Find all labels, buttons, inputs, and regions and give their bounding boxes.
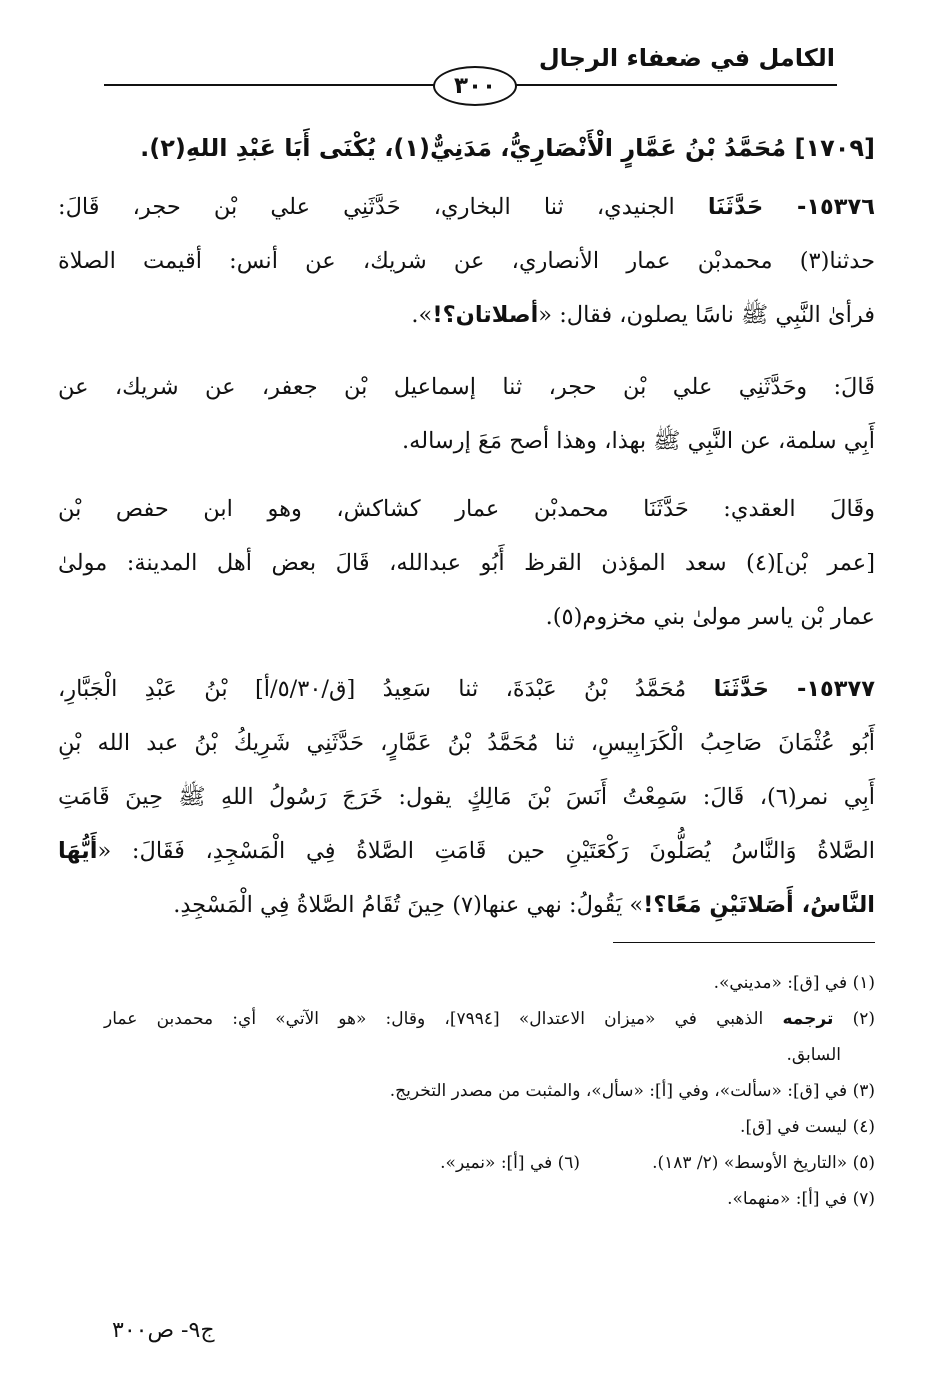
quoted-text: أَيُّهَا — [58, 838, 98, 864]
footnote-4: (٤) ليست في [ق]. — [740, 1117, 875, 1137]
paragraph-line: عمار بْن ياسر مولىٰ بني مخزوم(٥). — [545, 604, 875, 630]
page-number: ٣٠٠ — [433, 66, 517, 106]
text-span: الجنيدي، ثنا البخاري، حَدَّثَنِي علي بْن حجر، قَالَ: — [58, 194, 708, 220]
paragraph-line: أَبِي سلمة، عن النَّبِي ﷺ بهذا، وهذا أصح مَعَ إرساله. — [402, 428, 875, 454]
text-span: ». — [411, 302, 433, 328]
paragraph-line — [58, 662, 875, 716]
paragraph-line: أَبُو عُثْمَانَ صَاحِبُ الْكَرَابِيسِ، ثنا مُحَمَّدُ بْنُ عَمَّارٍ، حَدَّثَنِي شَرِيكُ بْنُ عبد الله بْنِ — [58, 730, 875, 756]
footnote-2-continuation: السابق. — [786, 1045, 841, 1065]
narration-paragraph — [58, 360, 875, 468]
paragraph-line: وقَالَ العقدي: حَدَّثَنَا محمدبْن عمار كشاكش، وهو ابن حفص بْن — [58, 496, 875, 522]
paragraph-line: أَبِي نمر(٦)، قَالَ: سَمِعْتُ أَنَسَ بْنَ مَالِكٍ يقول: خَرَجَ رَسُولُ اللهِ ﷺ حِينَ قَامَتِ — [58, 784, 876, 810]
running-header-title: الكامل في ضعفاء الرجال — [538, 44, 835, 72]
paragraph-line — [58, 824, 875, 878]
quoted-text: أصلاتان؟! — [432, 302, 539, 328]
text-span: » يَقُولُ: نهي عنها(٧) حِينَ تُقَامُ الصَّلاةُ فِي الْمَسْجِدِ. — [173, 892, 644, 918]
footnote-5: (٥) «التاريخ الأوسط» (٢/ ١٨٣). — [652, 1153, 875, 1173]
footnote-1: (١) في [ق]: «مديني». — [713, 973, 875, 993]
hadith-number: ١٥٣٧٧- حَدَّثَنَا — [713, 676, 875, 702]
footnote-6: (٦) في [أ]: «نمير». — [440, 1153, 581, 1173]
hadith-paragraph-15376 — [58, 180, 875, 342]
narration-paragraph — [58, 482, 875, 644]
entry-heading: [١٧٠٩] مُحَمَّدُ بْنُ عَمَّارٍ الْأَنْصَارِيُّ، مَدَنِيٌّ(١)، يُكْنَى أَبَا عَبْدِ اللهِ(٢). — [140, 134, 875, 162]
hadith-paragraph-15377 — [58, 662, 875, 932]
paragraph-line — [58, 288, 875, 342]
text-span: الذهبي في «ميزان الاعتدال» [٧٩٩٤]، وقال: «هو الآتي» أي: محمدبن عمار — [104, 1009, 783, 1029]
paragraph-line: [عمر بْن](٤) سعد المؤذن القرظ أَبُو عبدالله، قَالَ بعض أهل المدينة: مولىٰ — [58, 550, 875, 576]
paragraph-line: حدثنا(٣) محمدبْن عمار الأنصاري، عن شريك، عن أنس: أقيمت الصلاة — [58, 248, 875, 274]
footnotes — [104, 965, 875, 1217]
footnote-2 — [104, 1001, 875, 1037]
footnote-keyword: ترجمه — [782, 1009, 834, 1029]
hadith-number: ١٥٣٧٦- حَدَّثَنَا — [707, 194, 875, 220]
text-span: فرأىٰ النَّبِي ﷺ ناسًا يصلون، فقال: « — [538, 302, 875, 328]
footnote-7: (٧) في [أ]: «منهما». — [727, 1189, 875, 1209]
text-span: الصَّلاةُ وَالنَّاسُ يُصَلُّونَ رَكْعَتَيْنِ حين قَامَتِ الصَّلاةُ فِي الْمَسْجِدِ، فَقَالَ: « — [97, 838, 875, 864]
paragraph-line: قَالَ: وحَدَّثَنِي علي بْن حجر، ثنا إسماعيل بْن جعفر، عن شريك، عن — [58, 374, 875, 400]
text-span: مُحَمَّدُ بْنُ عَبْدَةَ، ثنا سَعِيدُ [ق/٥/٣٠/أ] بْنُ عَبْدِ الْجَبَّارِ، — [58, 676, 714, 702]
footnote-row-5-6 — [104, 1145, 875, 1181]
quoted-text: النَّاسُ، أَصَلاتَيْنِ مَعًا؟! — [643, 892, 875, 918]
text-span: (٢) — [833, 1009, 875, 1029]
volume-page-reference: ج٩- ص٣٠٠ — [112, 1318, 215, 1343]
paragraph-line — [58, 180, 875, 234]
footnote-separator — [613, 942, 875, 943]
paragraph-line — [58, 878, 875, 932]
footnote-3: (٣) في [ق]: «سألت»، وفي [أ]: «سأل»، والمثبت من مصدر التخريج. — [389, 1081, 875, 1101]
